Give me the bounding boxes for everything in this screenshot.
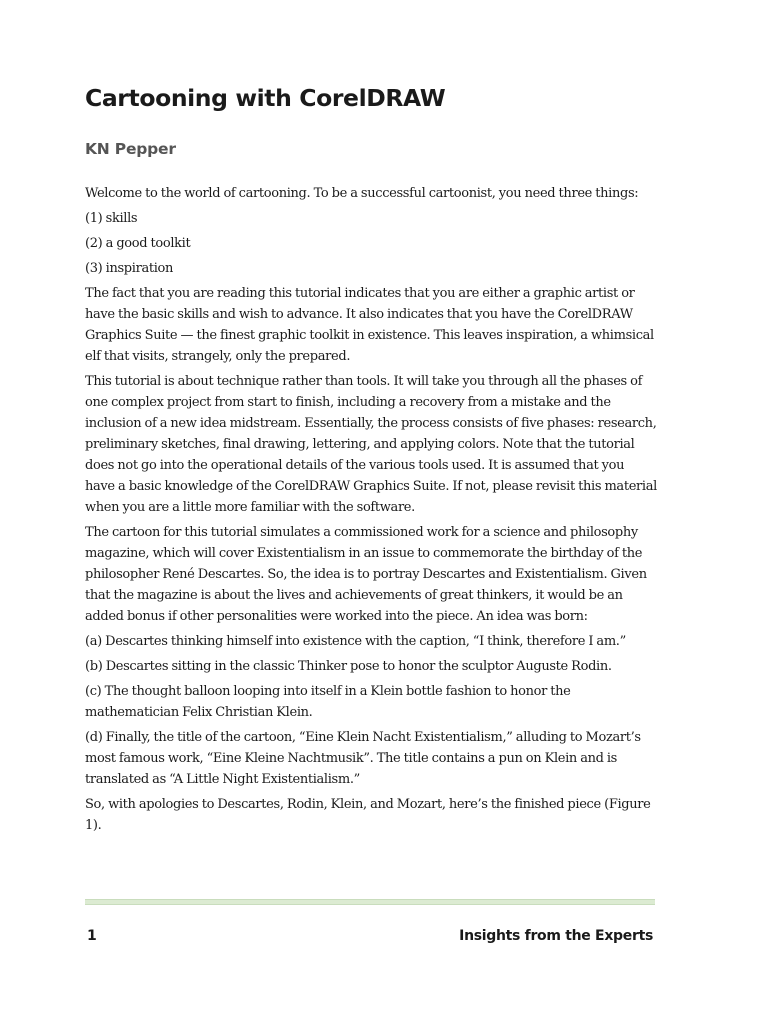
paragraph-reading-tutorial: The fact that you are reading this tutorial indicates that you are either a graphic artist or have the basic skills and wish to advance. It also indicates that you have the CorelDRAW Graphics Suite — the finest graphic toolkit in existence. This leaves inspiration, a whimsical elf that visits, strangely, only the prepared. (85, 286, 654, 364)
paragraph-technique: This tutorial is about technique rather than tools. It will take you through all the phases of one complex project from start to finish, including a recovery from a mistake and the inclusion of a new idea midstream. Essentially, the process consists of five phases: research, preliminary sketches, final drawing, lettering, and applying colors. Note that the tutorial does not go into the operational details of the various tools used. It is assumed that you have a basic knowledge of the CorelDRAW Graphics Suite. If not, please revisit this material when you are a little more familiar with the software. (85, 374, 657, 515)
idea-item-d: (d) Finally, the title of the cartoon, “Eine Klein Nacht Existentialism,” alluding to Mozart’s most famous work, “Eine Kleine Nachtmusik”. The title contains a pun on Klein and is translated as “A Little Night Existentialism.” (85, 730, 641, 787)
list-item-toolkit: (2) a good toolkit (85, 236, 191, 251)
list-item-inspiration: (3) inspiration (85, 261, 174, 276)
paragraph-intro: Welcome to the world of cartooning. To be a successful cartoonist, you need three things: (85, 186, 639, 201)
paragraph-cartoon-commission: The cartoon for this tutorial simulates a commissioned work for a science and philosophy magazine, which will cover Existentialism in an issue to commemorate the birthday of the philosopher René Descartes. So, the idea is to portray Descartes and Existentialism. Given that the magazine is about the lives and achievements of great thinkers, it would be an added bonus if other personalities were worked into the piece. An idea was born: (85, 525, 647, 624)
document-author: KN Pepper (85, 140, 176, 158)
document-title: Cartooning with CorelDRAW (85, 84, 446, 112)
running-footer-title: Insights from the Experts (459, 928, 653, 944)
document-body (85, 183, 657, 840)
idea-item-a: (a) Descartes thinking himself into existence with the caption, “I think, therefore I am.” (85, 634, 626, 649)
idea-item-c: (c) The thought balloon looping into itself in a Klein bottle fashion to honor the mathematician Felix Christian Klein. (85, 684, 571, 720)
page-number: 1 (87, 928, 97, 944)
footer-rule (85, 899, 655, 905)
paragraph-finished-piece: So, with apologies to Descartes, Rodin, Klein, and Mozart, here’s the finished piece (Figure 1). (85, 797, 651, 833)
list-item-skills: (1) skills (85, 211, 138, 226)
idea-item-b: (b) Descartes sitting in the classic Thinker pose to honor the sculptor Auguste Rodin. (85, 659, 612, 674)
